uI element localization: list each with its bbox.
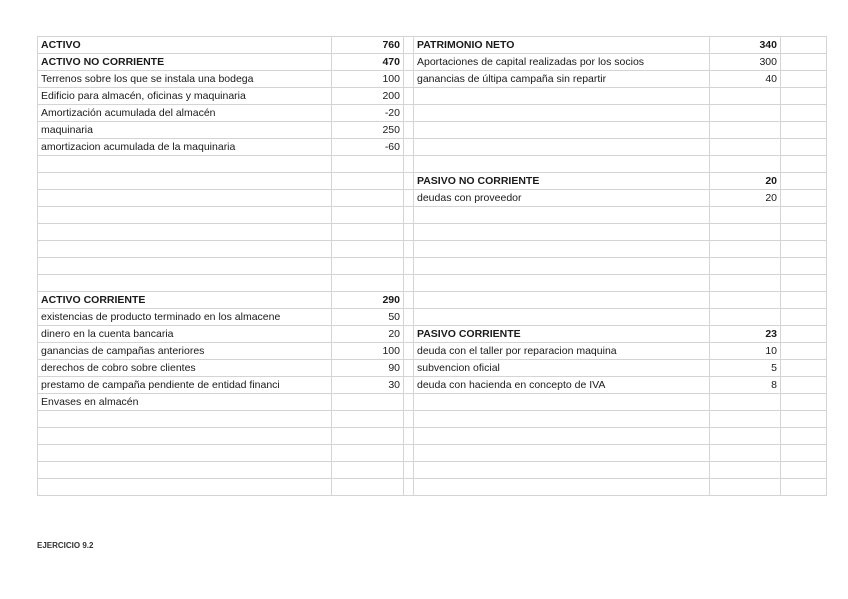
cell[interactable] [781, 326, 827, 343]
cell[interactable] [404, 343, 414, 360]
cell[interactable]: existencias de producto terminado en los almacene [38, 309, 332, 326]
table-row [38, 224, 827, 241]
cell[interactable]: ACTIVO [38, 37, 332, 54]
cell[interactable] [404, 139, 414, 156]
table-row [38, 156, 827, 173]
cell[interactable] [38, 428, 332, 445]
cell[interactable] [710, 241, 781, 258]
table-row [38, 139, 827, 156]
cell[interactable] [404, 224, 414, 241]
cell[interactable] [781, 241, 827, 258]
cell[interactable] [414, 479, 710, 496]
table-row [38, 241, 827, 258]
cell[interactable] [710, 275, 781, 292]
cell[interactable] [414, 258, 710, 275]
cell[interactable] [332, 411, 404, 428]
cell[interactable] [414, 309, 710, 326]
table-row [38, 445, 827, 462]
cell[interactable]: 760 [332, 37, 404, 54]
cell[interactable]: 340 [710, 37, 781, 54]
cell[interactable]: 40 [710, 71, 781, 88]
cell[interactable] [781, 343, 827, 360]
cell[interactable]: PATRIMONIO NETO [414, 37, 710, 54]
cell[interactable] [710, 224, 781, 241]
cell[interactable] [404, 88, 414, 105]
cell[interactable] [414, 224, 710, 241]
spreadsheet-grid [37, 36, 826, 526]
cell[interactable] [404, 411, 414, 428]
cell[interactable] [781, 37, 827, 54]
cell[interactable]: 290 [332, 292, 404, 309]
cell[interactable] [332, 173, 404, 190]
table-row [38, 428, 827, 445]
table-row [38, 411, 827, 428]
cell[interactable]: Envases en almacén [38, 394, 332, 411]
cell[interactable] [404, 394, 414, 411]
cell[interactable]: 20 [332, 326, 404, 343]
cell[interactable] [404, 122, 414, 139]
cell[interactable] [710, 139, 781, 156]
table-row [38, 343, 827, 360]
table-row [38, 54, 827, 71]
cell[interactable]: Amortización acumulada del almacén [38, 105, 332, 122]
cell[interactable] [710, 428, 781, 445]
cell[interactable] [404, 190, 414, 207]
cell[interactable] [781, 105, 827, 122]
cell[interactable] [404, 241, 414, 258]
cell[interactable]: 250 [332, 122, 404, 139]
cell[interactable]: subvencion oficial [414, 360, 710, 377]
cell[interactable]: Edificio para almacén, oficinas y maquinaria [38, 88, 332, 105]
cell[interactable] [332, 156, 404, 173]
cell[interactable] [781, 479, 827, 496]
cell[interactable] [38, 190, 332, 207]
cell[interactable] [404, 173, 414, 190]
cell[interactable]: 100 [332, 71, 404, 88]
cell[interactable]: ACTIVO CORRIENTE [38, 292, 332, 309]
cell[interactable] [332, 479, 404, 496]
cell[interactable] [781, 88, 827, 105]
cell[interactable]: 90 [332, 360, 404, 377]
cell[interactable]: ganancias de campañas anteriores [38, 343, 332, 360]
cell[interactable] [404, 156, 414, 173]
table-row [38, 394, 827, 411]
cell[interactable] [710, 292, 781, 309]
cell[interactable] [414, 292, 710, 309]
cell[interactable] [781, 190, 827, 207]
cell[interactable] [332, 207, 404, 224]
cell[interactable] [710, 479, 781, 496]
cell[interactable] [414, 462, 710, 479]
cell[interactable]: PASIVO NO CORRIENTE [414, 173, 710, 190]
cell[interactable]: 470 [332, 54, 404, 71]
cell[interactable]: prestamo de campaña pendiente de entidad financi [38, 377, 332, 394]
cell[interactable] [404, 445, 414, 462]
cell[interactable] [781, 275, 827, 292]
cell[interactable]: deuda con el taller por reparacion maquina [414, 343, 710, 360]
cell[interactable]: amortizacion acumulada de la maquinaria [38, 139, 332, 156]
cell[interactable]: -60 [332, 139, 404, 156]
cell[interactable] [781, 292, 827, 309]
cell[interactable]: 100 [332, 343, 404, 360]
table-row [38, 207, 827, 224]
cell[interactable] [710, 156, 781, 173]
cell[interactable] [38, 241, 332, 258]
cell[interactable] [332, 394, 404, 411]
cell[interactable] [781, 71, 827, 88]
cell[interactable]: maquinaria [38, 122, 332, 139]
cell[interactable] [38, 207, 332, 224]
cell[interactable] [710, 105, 781, 122]
cell[interactable]: 10 [710, 343, 781, 360]
cell[interactable] [38, 411, 332, 428]
cell[interactable] [710, 207, 781, 224]
balance-table-body [38, 37, 827, 496]
cell[interactable]: Aportaciones de capital realizadas por los socios [414, 54, 710, 71]
table-row [38, 190, 827, 207]
cell[interactable]: ACTIVO NO CORRIENTE [38, 54, 332, 71]
balance-table [37, 36, 827, 496]
table-row [38, 122, 827, 139]
cell[interactable]: 5 [710, 360, 781, 377]
table-row [38, 360, 827, 377]
table-row [38, 275, 827, 292]
cell[interactable] [781, 462, 827, 479]
cell[interactable] [404, 207, 414, 224]
table-row [38, 37, 827, 54]
cell[interactable] [332, 275, 404, 292]
cell[interactable] [710, 309, 781, 326]
table-row [38, 462, 827, 479]
cell[interactable] [38, 156, 332, 173]
cell[interactable] [332, 241, 404, 258]
cell[interactable] [781, 122, 827, 139]
cell[interactable]: dinero en la cuenta bancaria [38, 326, 332, 343]
cell[interactable] [414, 105, 710, 122]
cell[interactable] [710, 411, 781, 428]
cell[interactable] [710, 445, 781, 462]
cell[interactable] [404, 292, 414, 309]
exercise-caption: EJERCICIO 9.2 [37, 541, 94, 550]
cell[interactable]: 200 [332, 88, 404, 105]
cell[interactable] [38, 462, 332, 479]
cell[interactable] [781, 360, 827, 377]
cell[interactable]: 8 [710, 377, 781, 394]
cell[interactable] [404, 309, 414, 326]
table-row [38, 88, 827, 105]
cell[interactable] [38, 173, 332, 190]
cell[interactable] [404, 326, 414, 343]
cell[interactable] [332, 462, 404, 479]
cell[interactable] [781, 207, 827, 224]
cell[interactable] [710, 258, 781, 275]
cell[interactable] [781, 445, 827, 462]
cell[interactable]: -20 [332, 105, 404, 122]
cell[interactable] [414, 122, 710, 139]
cell[interactable] [414, 394, 710, 411]
cell[interactable] [414, 275, 710, 292]
cell[interactable] [414, 156, 710, 173]
cell[interactable] [781, 377, 827, 394]
cell[interactable] [781, 139, 827, 156]
cell[interactable] [781, 258, 827, 275]
cell[interactable] [38, 224, 332, 241]
table-row [38, 309, 827, 326]
cell[interactable] [414, 139, 710, 156]
cell[interactable] [332, 190, 404, 207]
cell[interactable] [781, 54, 827, 71]
cell[interactable] [332, 445, 404, 462]
cell[interactable] [781, 309, 827, 326]
table-row [38, 292, 827, 309]
cell[interactable] [404, 258, 414, 275]
cell[interactable] [414, 445, 710, 462]
cell[interactable] [404, 377, 414, 394]
table-row [38, 258, 827, 275]
cell[interactable]: 20 [710, 190, 781, 207]
cell[interactable] [414, 207, 710, 224]
cell[interactable] [332, 224, 404, 241]
cell[interactable] [414, 411, 710, 428]
cell[interactable] [404, 71, 414, 88]
cell[interactable] [781, 428, 827, 445]
cell[interactable] [781, 411, 827, 428]
cell[interactable] [332, 428, 404, 445]
cell[interactable]: 20 [710, 173, 781, 190]
cell[interactable] [404, 37, 414, 54]
cell[interactable] [404, 360, 414, 377]
cell[interactable] [710, 462, 781, 479]
table-row [38, 377, 827, 394]
cell[interactable] [414, 428, 710, 445]
cell[interactable] [781, 394, 827, 411]
cell[interactable] [781, 224, 827, 241]
cell[interactable] [404, 275, 414, 292]
cell[interactable] [332, 258, 404, 275]
cell[interactable] [710, 122, 781, 139]
cell[interactable]: 23 [710, 326, 781, 343]
table-row [38, 479, 827, 496]
cell[interactable]: 50 [332, 309, 404, 326]
cell[interactable] [404, 462, 414, 479]
cell[interactable] [710, 88, 781, 105]
table-row [38, 105, 827, 122]
cell[interactable] [404, 105, 414, 122]
cell[interactable]: deudas con proveedor [414, 190, 710, 207]
cell[interactable] [404, 54, 414, 71]
cell[interactable] [38, 258, 332, 275]
cell[interactable]: 300 [710, 54, 781, 71]
cell[interactable] [781, 173, 827, 190]
table-row [38, 326, 827, 343]
cell[interactable] [404, 479, 414, 496]
cell[interactable] [38, 479, 332, 496]
cell[interactable]: 30 [332, 377, 404, 394]
cell[interactable]: derechos de cobro sobre clientes [38, 360, 332, 377]
cell[interactable] [414, 88, 710, 105]
cell[interactable]: Terrenos sobre los que se instala una bodega [38, 71, 332, 88]
cell[interactable] [38, 275, 332, 292]
cell[interactable] [710, 394, 781, 411]
table-row [38, 71, 827, 88]
cell[interactable] [38, 445, 332, 462]
cell[interactable]: deuda con hacienda en concepto de IVA [414, 377, 710, 394]
cell[interactable]: ganancias de últipa campaña sin repartir [414, 71, 710, 88]
table-row [38, 173, 827, 190]
cell[interactable] [404, 428, 414, 445]
cell[interactable] [414, 241, 710, 258]
cell[interactable] [781, 156, 827, 173]
cell[interactable]: PASIVO CORRIENTE [414, 326, 710, 343]
